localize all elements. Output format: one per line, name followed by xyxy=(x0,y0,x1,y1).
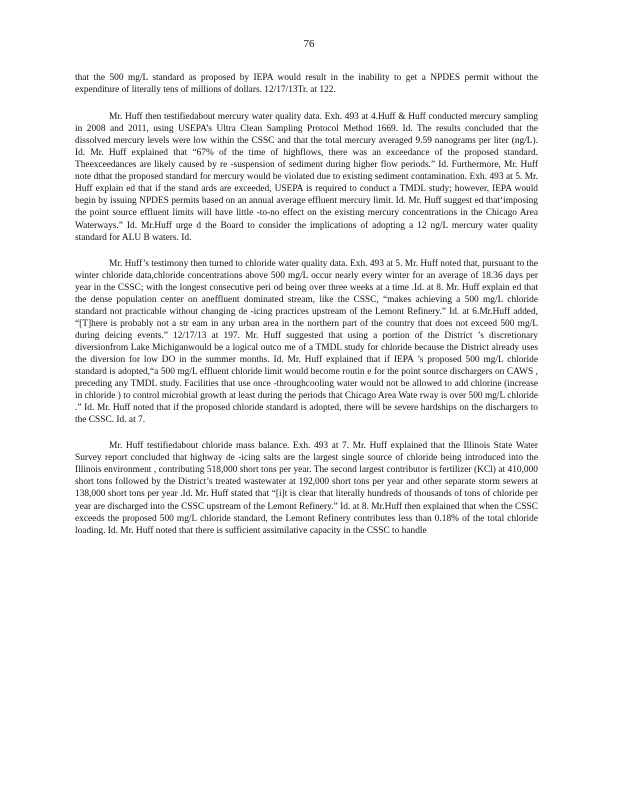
body-text xyxy=(75,72,538,551)
paragraph-chloride-mass-balance: Mr. Huff testifiedabout chloride mass balance. Exh. 493 at 7. Mr. Huff explained that the Illinois State Water Survey report concluded that highway de -icing salts are the largest single source of chloride being introduced into the Illinois environment , contributing 518,000 short tons per year. The second largest contributor is fertilizer (KCl) at 410,000 short tons followed by the District’s treated wastewater at 192,000 short tons per year and other separate storm sewers at 138,000 short tons per year .Id. Mr. Huff stated that “[i]t is clear that literally hundreds of thousands of tons of chloride per year are discharged into the CSSC upstream of the Lemont Refinery.” Id. at 8. Mr.Huff then explained that when the CSSC exceeds the proposed 500 mg/L chloride standard, the Lemont Refinery contributes less than 0.18% of the total chloride loading. Id. Mr. Huff noted that there is sufficient assimilative capacity in the CSSC to handle xyxy=(75,441,538,536)
paragraph-continuation: that the 500 mg/L standard as proposed by IEPA would result in the inability to get a NPDES permit without the expenditure of literally tens of millions of dollars. 12/17/13Tr. at 122. xyxy=(75,73,538,96)
paragraph-mercury-data: Mr. Huff then testifiedabout mercury water quality data. Exh. 493 at 4.Huff & Huff conducted mercury sampling in 2008 and 2011, using USEPA’s Ultra Clean Sampling Protocol Method 1669. Id. The results concluded that the dissolved mercury levels were low within the CSSC and that the total mercury averaged 9.59 nanograms per liter (ng/L). Id. Mr. Huff explained that “67% of the time of highflows, there was an exceedance of the proposed standard. Theexceedances are likely caused by re -suspension of sediment during higher flow periods.” Id. Furthermore, Mr. Huff note dthat the proposed standard for mercury would be violated due to existing sediment contamination. Exh. 493 at 5. Mr. Huff explain ed that if the stand ards are exceeded, USEPA is required to conduct a TMDL study; however, IEPA would begin by issuing NPDES permits based on an annual average effluent mercury limit. Id. Mr. Huff suggest ed that‘imposing the point source effluent limits will have little -to-no effect on the existing mercury concentrations in the Chicago Area Waterways.” Id. Mr.Huff urge d the Board to consider the implications of adopting a 12 ng/L mercury water quality standard for ALU B waters. Id. xyxy=(75,112,538,243)
paragraph-chloride-data: Mr. Huff’s testimony then turned to chloride water quality data. Exh. 493 at 5. Mr. Huff noted that, pursuant to the winter chloride data,chloride concentrations above 500 mg/L occur nearly every winter for an average of 18.36 days per year in the CSSC; with the longest consecutive peri od being over three weeks at a time .Id. at 8. Mr. Huff explain ed that the dense population center on aneffluent dominated stream, like the CSSC, “makes achieving a 500 mg/L chloride standard not practicable without changing de -icing practices upstream of the Lemont Refinery.” Id. at 6.Mr.Huff added, “[T]here is probably not a str eam in any urban area in the northern part of the country that does not exceed 500 mg/L during deicing events.” 12/17/13 at 197. Mr. Huff suggested that using a portion of the District ’s discretionary diversionfrom Lake Michiganwould be a logical outco me of a TMDL study for chloride because the District already uses the diversion for low DO in the summer months. Id. Mr. Huff explained that if IEPA ’s proposed 500 mg/L chloride standard is adopted,“a 500 mg/L effluent chloride limit would become routin e for the point source dischargers on CAWS , preceding any TMDL study. Facilities that use once -throughcooling water would not be allowed to add chlorine (increase in chloride ) to control microbial growth at least during the periods that Chicago Area Wate rway is over 500 mg/L chloride .” Id. Mr. Huff noted that if the proposed chloride standard is adopted, there will be severe hardships on the dischargers to the CSSC. Id. at 7. xyxy=(75,258,538,426)
page-number: 76 xyxy=(303,38,315,50)
